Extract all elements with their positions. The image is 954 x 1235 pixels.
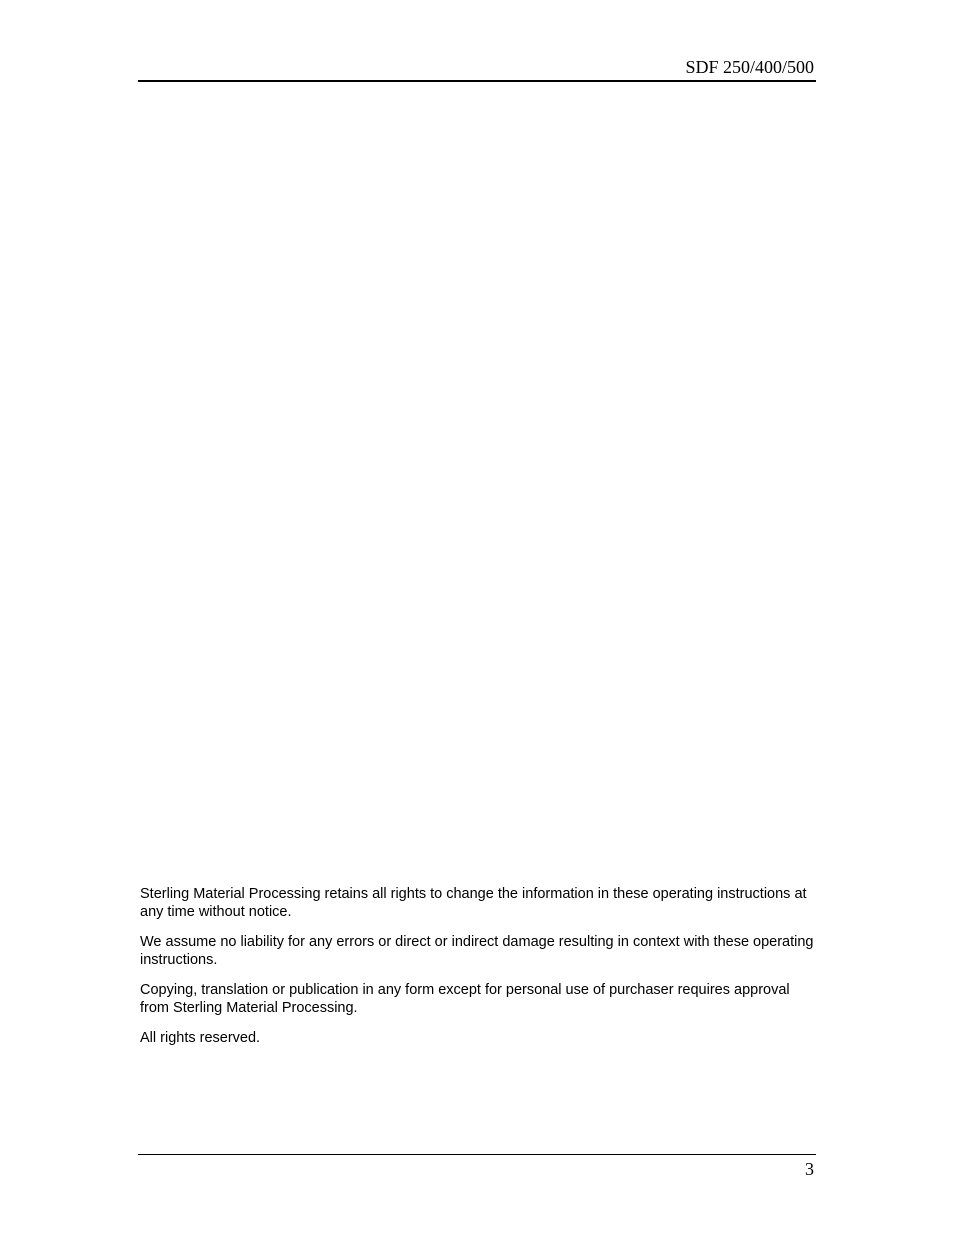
page-number: 3: [805, 1159, 814, 1179]
document-title: SDF 250/400/500: [685, 57, 814, 77]
notice-paragraph-copying: Copying, translation or publication in any form except for personal use of purchaser requires approval from Sterling Material Processing.: [140, 982, 790, 1016]
notice-paragraph-reserved: All rights reserved.: [140, 1030, 261, 1046]
notice-paragraph-rights: Sterling Material Processing retains all rights to change the information in these operating instructions at any time without notice.: [140, 886, 807, 920]
legal-notice: [140, 885, 816, 1059]
notice-paragraph-liability: We assume no liability for any errors or direct or indirect damage resulting in context with these operating instructions.: [140, 934, 814, 968]
page-header: [138, 56, 816, 82]
page-footer: [138, 1154, 816, 1179]
